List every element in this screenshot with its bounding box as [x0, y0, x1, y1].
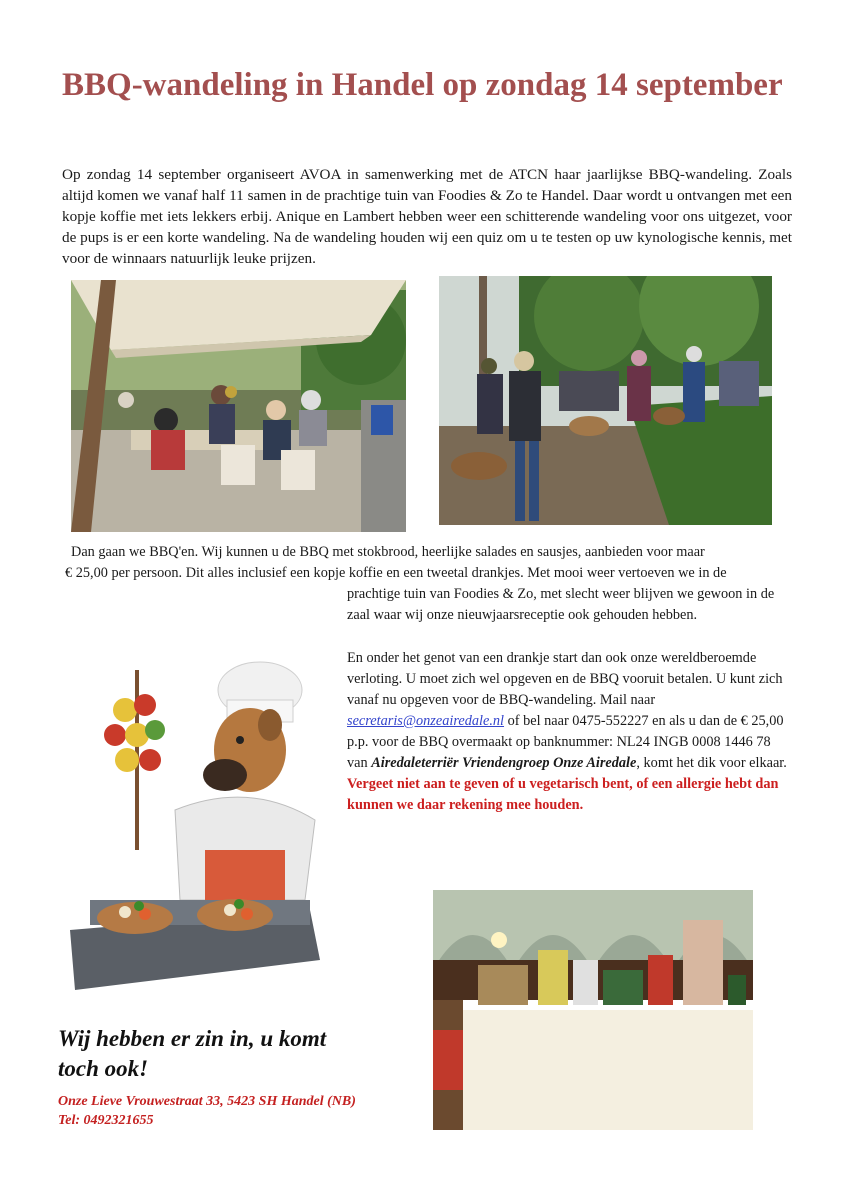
garden-terrace-photo	[71, 280, 406, 532]
group-name: Airedaleterriër Vriendengroep Onze Airedale	[371, 755, 637, 771]
slogan: Wij hebben er zin in, u komt toch ook!	[58, 1026, 327, 1081]
signup-text-1: En onder het genot van een drankje start dan ook onze wereldberoemde verloting. U moet zich wel opgeven en de BBQ vooruit betalen. U kunt zich vanaf nu opgeven voor de BBQ-wandeling. Mail naar	[347, 650, 783, 708]
page-title: BBQ-wandeling in Handel op zondag 14 september	[62, 67, 783, 103]
diet-warning: Vergeet niet aan te geven of u vegetarisch bent, of een allergie hebt dan kunnen we daar rekening mee houden.	[347, 776, 779, 813]
bbq-text-continued: prachtige tuin van Foodies & Zo, met slecht weer blijven we gewoon in de zaal waar wij onze nieuwjaarsreceptie ook gehouden hebben.	[347, 586, 775, 623]
signup-text-3: , komt het dik voor elkaar.	[636, 755, 787, 771]
email-link[interactable]: secretaris@onzeairedale.nl	[347, 713, 505, 729]
airedale-chef-illustration	[55, 600, 340, 1002]
group-walk-photo	[439, 276, 772, 525]
signup-paragraph	[347, 648, 792, 816]
bbq-text-line-2: € 25,00 per persoon. Dit alles inclusief een kopje koffie en een tweetal drankjes. Met mooi weer vertoeven we in de	[65, 565, 727, 581]
raffle-prizes-photo	[433, 890, 753, 1130]
intro-paragraph: Op zondag 14 september organiseert AVOA in samenwerking met de ATCN haar jaarlijkse BBQ-wandeling. Zoals altijd komen we vanaf half 11 samen in de prachtige tuin van Foodies & Zo te Handel. Daar wordt u ontvangen met een kopje koffie met iets lekkers erbij. Anique en Lambert hebben weer een schitterende wandeling voor ons uitgezet, voor de pups is er een korte wandeling. Na de wandeling houden wij een quiz om u te testen op uw kynologische kennis, met voor de winnaars natuurlijk leuke prijzen.	[62, 166, 792, 267]
signup-text-2: of bel naar 0475-552227 en als u dan de € 25,00 p.p. voor de BBQ overmaakt op banknummer: NL24 INGB 0008 1446 78 van	[347, 713, 784, 771]
bbq-text-line-1: Dan gaan we BBQ'en. Wij kunnen u de BBQ met stokbrood, heerlijke salades en sausjes, aanbieden voor maar	[71, 544, 705, 560]
venue-address: Onze Lieve Vrouwestraat 33, 5423 SH Handel (NB) Tel: 0492321655	[58, 1094, 356, 1128]
